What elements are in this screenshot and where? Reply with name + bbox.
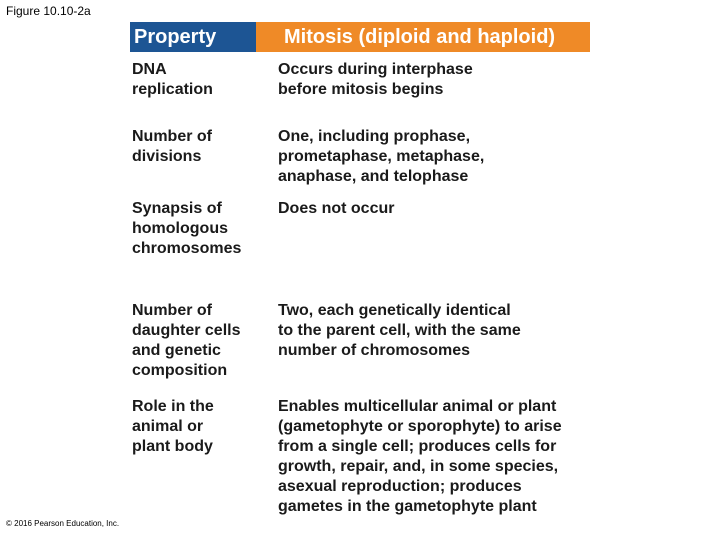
- property-daughter-cells: Number of daughter cells and genetic composition: [132, 302, 241, 379]
- property-number-of-divisions: Number of divisions: [132, 128, 212, 165]
- description-daughter-cells: Two, each genetically identical to the parent cell, with the same number of chromosomes: [278, 302, 521, 359]
- description-role-in-body: Enables multicellular animal or plant (gametophyte or sporophyte) to arise from a single cell; produces cells for growth, repair, and, in some species, asexual reproduction; produces gametes in the gametophyte plant: [278, 398, 562, 515]
- property-dna-replication: DNA replication: [132, 61, 213, 98]
- description-synapsis: Does not occur: [278, 200, 395, 217]
- header-mitosis: Mitosis (diploid and haploid): [256, 22, 590, 52]
- copyright-notice: © 2016 Pearson Education, Inc.: [6, 519, 120, 528]
- description-dna-replication: Occurs during interphase before mitosis begins: [278, 61, 473, 98]
- figure-label: Figure 10.10-2a: [6, 4, 91, 18]
- property-role-in-body: Role in the animal or plant body: [132, 398, 214, 455]
- property-synapsis: Synapsis of homologous chromosomes: [132, 200, 242, 257]
- description-number-of-divisions: One, including prophase, prometaphase, metaphase, anaphase, and telophase: [278, 128, 485, 185]
- header-property: Property: [130, 22, 256, 52]
